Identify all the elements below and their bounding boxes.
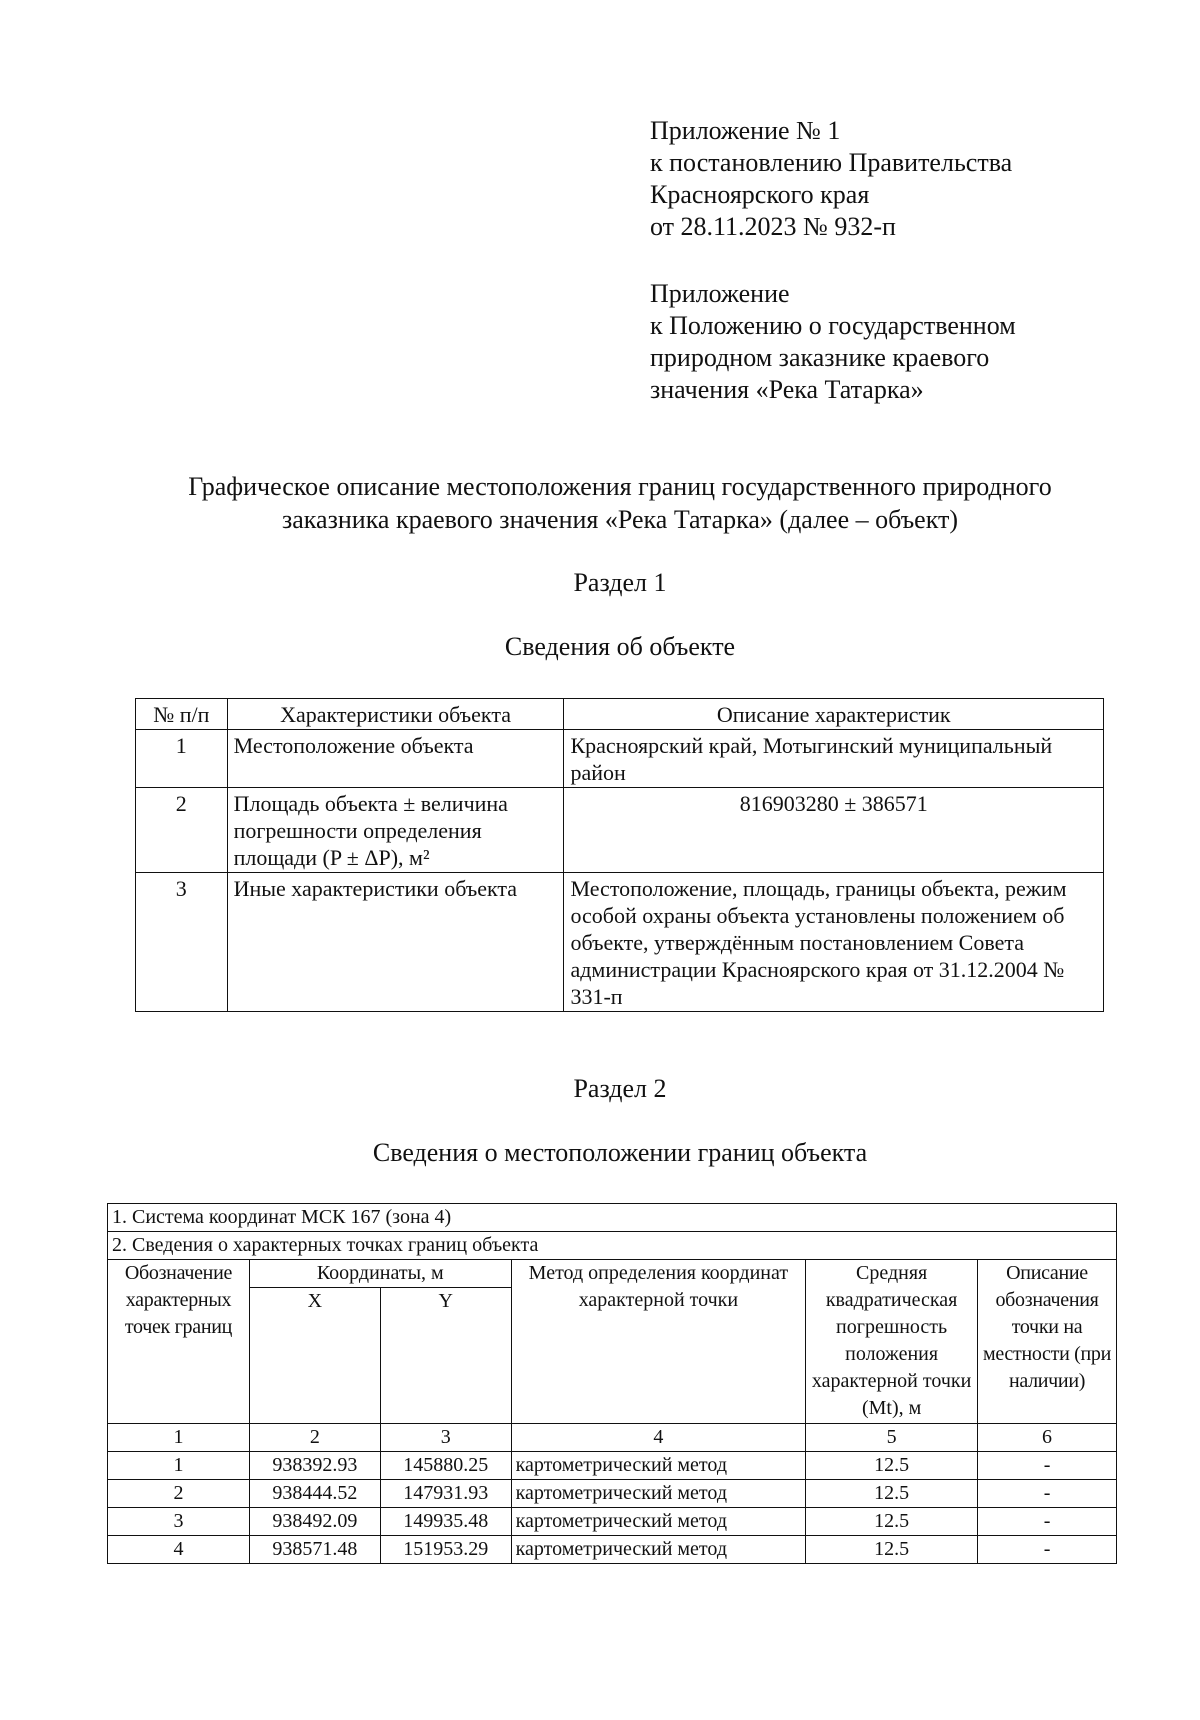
point-id: 1 <box>108 1452 250 1480</box>
header-y: Y <box>380 1288 511 1424</box>
row-name: Местоположение объекта <box>227 730 564 788</box>
row-num: 1 <box>136 730 228 788</box>
point-x: 938444.52 <box>249 1480 380 1508</box>
appendix-1-line: Красноярского края <box>650 180 870 209</box>
title-line: заказника краевого значения «Река Татарка» (далее – объект) <box>282 505 958 534</box>
header-desc: Описание обозначения точки на местности (при наличии) <box>978 1260 1117 1424</box>
point-method: картометрический метод <box>511 1508 806 1536</box>
point-y: 151953.29 <box>380 1536 511 1564</box>
appendix-1-line: от 28.11.2023 № 932-п <box>650 212 896 241</box>
point-desc: - <box>978 1480 1117 1508</box>
points-title-row <box>108 1232 1117 1260</box>
row-num: 3 <box>136 873 228 1012</box>
point-x: 938392.93 <box>249 1452 380 1480</box>
row-num: 2 <box>136 788 228 873</box>
table-header-row <box>108 1260 1117 1288</box>
points-title: 2. Сведения о характерных точках границ объекта <box>108 1232 1117 1260</box>
table-row <box>108 1536 1117 1564</box>
table-row <box>136 873 1104 1012</box>
point-method: картометрический метод <box>511 1480 806 1508</box>
column-number-row <box>108 1424 1117 1452</box>
title-line: Графическое описание местоположения границ государственного природного <box>188 472 1052 501</box>
header-coords: Координаты, м <box>249 1260 511 1288</box>
col-number: 2 <box>249 1424 380 1452</box>
col-number: 3 <box>380 1424 511 1452</box>
point-id: 3 <box>108 1508 250 1536</box>
header-error: Средняя квадратическая погрешность положения характерной точки (Mt), м <box>806 1260 978 1424</box>
appendix-1-block <box>650 115 1012 243</box>
table-row <box>136 788 1104 873</box>
appendix-2-line: Приложение <box>650 279 790 308</box>
header-num: № п/п <box>136 699 228 730</box>
point-error: 12.5 <box>806 1480 978 1508</box>
appendix-2-line: значения «Река Татарка» <box>650 375 924 404</box>
row-desc: Местоположение, площадь, границы объекта, режим особой охраны объекта установлены положением об объекте, утверждённым постановлением Совета администрации Красноярского края от 31.12.2004 № 331-п <box>564 873 1104 1012</box>
section-2-heading: Раздел 2 <box>573 1074 667 1103</box>
point-method: картометрический метод <box>511 1536 806 1564</box>
col-number: 4 <box>511 1424 806 1452</box>
point-error: 12.5 <box>806 1536 978 1564</box>
header-description: Описание характеристик <box>564 699 1104 730</box>
point-desc: - <box>978 1536 1117 1564</box>
section-2-subheading: Сведения о местоположении границ объекта <box>372 1138 868 1167</box>
point-desc: - <box>978 1508 1117 1536</box>
point-y: 147931.93 <box>380 1480 511 1508</box>
section-1-heading: Раздел 1 <box>573 568 667 597</box>
appendix-2-line: природном заказнике краевого <box>650 343 990 372</box>
appendix-2-line: к Положению о государственном <box>650 311 1016 340</box>
point-method: картометрический метод <box>511 1452 806 1480</box>
col-number: 5 <box>806 1424 978 1452</box>
header-characteristic: Характеристики объекта <box>227 699 564 730</box>
table-header-row <box>136 699 1104 730</box>
appendix-1-line: к постановлению Правительства <box>650 148 1013 177</box>
row-desc: Красноярский край, Мотыгинский муниципальный район <box>564 730 1104 788</box>
header-method: Метод определения координат характерной точки <box>511 1260 806 1424</box>
col-number: 1 <box>108 1424 250 1452</box>
object-info-table <box>135 698 1104 1012</box>
appendix-2-block <box>650 278 1016 406</box>
point-y: 145880.25 <box>380 1452 511 1480</box>
boundary-points-table <box>107 1203 1117 1564</box>
point-error: 12.5 <box>806 1452 978 1480</box>
table-row <box>136 730 1104 788</box>
point-id: 4 <box>108 1536 250 1564</box>
table-row <box>108 1452 1117 1480</box>
header-x: X <box>249 1288 380 1424</box>
point-x: 938492.09 <box>249 1508 380 1536</box>
document-title <box>60 470 1180 536</box>
col-number: 6 <box>978 1424 1117 1452</box>
point-error: 12.5 <box>806 1508 978 1536</box>
row-name: Площадь объекта ± величина погрешности определения площади (P ± ΔP), м² <box>227 788 564 873</box>
appendix-1-line: Приложение № 1 <box>650 116 841 145</box>
coord-system: 1. Система координат МСК 167 (зона 4) <box>108 1204 1117 1232</box>
coord-system-row <box>108 1204 1117 1232</box>
point-id: 2 <box>108 1480 250 1508</box>
row-name: Иные характеристики объекта <box>227 873 564 1012</box>
point-y: 149935.48 <box>380 1508 511 1536</box>
header-point: Обозначение характерных точек границ <box>108 1260 250 1424</box>
table-row <box>108 1508 1117 1536</box>
section-1-subheading: Сведения об объекте <box>504 632 736 661</box>
table-row <box>108 1480 1117 1508</box>
row-desc: 816903280 ± 386571 <box>564 788 1104 873</box>
point-x: 938571.48 <box>249 1536 380 1564</box>
point-desc: - <box>978 1452 1117 1480</box>
